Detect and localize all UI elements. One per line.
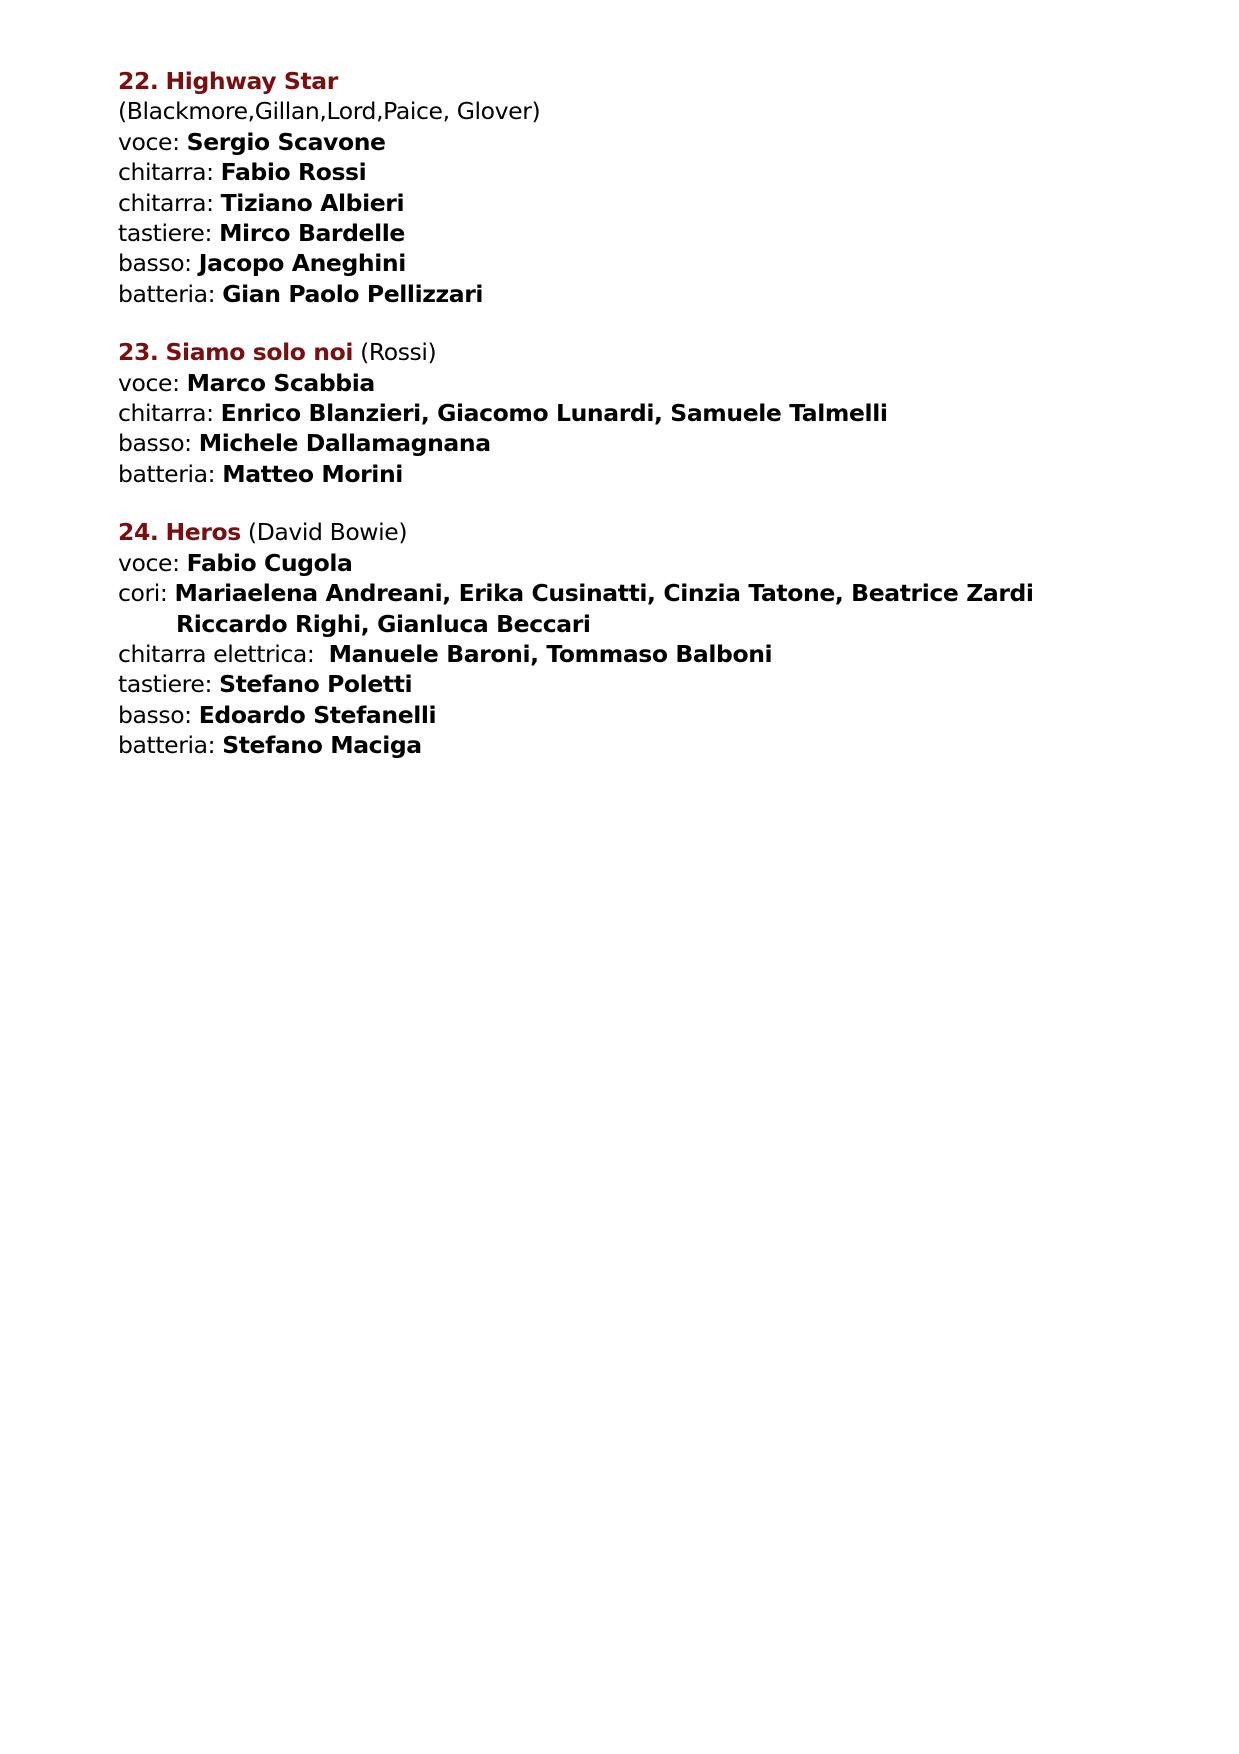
credit-role: basso:: [118, 700, 192, 729]
document-content: [118, 66, 1178, 789]
credit-role: basso:: [118, 249, 192, 278]
credit-role: voce:: [118, 368, 180, 397]
credit-names: Mirco Bardelle: [219, 219, 405, 248]
song-block: [118, 66, 1178, 309]
credit-role: chitarra:: [118, 399, 214, 428]
song-authors: (David Bowie): [247, 518, 408, 547]
credit-role: tastiere:: [118, 670, 212, 699]
credit-role: voce:: [118, 548, 180, 577]
credit-role: batteria:: [118, 279, 216, 308]
credit-names: Gian Paolo Pellizzari: [222, 279, 484, 308]
credit-line: [118, 459, 1178, 489]
credit-names: Riccardo Righi, Gianluca Beccari: [176, 609, 591, 638]
credit-line: [118, 639, 1178, 669]
song-block: [118, 337, 1178, 489]
song-number: 23.: [118, 338, 159, 367]
credit-names: Fabio Rossi: [220, 158, 367, 187]
credit-line: [118, 548, 1178, 578]
song-title-line: [118, 66, 1178, 96]
credit-line: [118, 127, 1178, 157]
credit-line: [118, 188, 1178, 218]
credit-role: tastiere:: [118, 219, 212, 248]
credit-line: [118, 248, 1178, 278]
credit-role: chitarra:: [118, 188, 214, 217]
song-title-line: [118, 337, 1178, 367]
credit-line: [118, 730, 1178, 760]
credit-names: Edoardo Stefanelli: [198, 700, 437, 729]
song-title: Heros: [165, 518, 241, 547]
credit-role: cori:: [118, 579, 168, 608]
song-authors: (Rossi): [360, 338, 437, 367]
credit-role: voce:: [118, 127, 180, 156]
credit-line: [118, 279, 1178, 309]
credit-line: [118, 368, 1178, 398]
credit-names: Stefano Poletti: [219, 670, 413, 699]
song-number: 22.: [118, 67, 159, 95]
credit-names: Manuele Baroni, Tommaso Balboni: [328, 639, 773, 668]
credit-names: Mariaelena Andreani, Erika Cusinatti, Cinzia Tatone, Beatrice Zardi: [174, 579, 1034, 608]
credit-line: [118, 669, 1178, 699]
credit-names: Fabio Cugola: [186, 548, 353, 577]
credit-line: [118, 218, 1178, 248]
credit-names: Tiziano Albieri: [220, 188, 405, 217]
song-number: 24.: [118, 518, 159, 547]
song-title: Siamo solo noi: [165, 338, 354, 367]
song-authors: (Blackmore,Gillan,Lord,Paice, Glover): [118, 97, 541, 126]
song-block: [118, 517, 1178, 760]
credit-names: Michele Dallamagnana: [198, 429, 491, 458]
credit-line: [118, 398, 1178, 428]
credit-names: Marco Scabbia: [186, 368, 375, 397]
credit-names: Sergio Scavone: [186, 127, 386, 156]
credit-role: basso:: [118, 429, 192, 458]
credit-role: chitarra:: [118, 158, 214, 187]
credit-role: batteria:: [118, 459, 216, 488]
credit-role: batteria:: [118, 731, 216, 760]
credit-line-continued: [118, 609, 1178, 639]
credit-line: [118, 157, 1178, 187]
credit-line: [118, 428, 1178, 458]
credit-names: Enrico Blanzieri, Giacomo Lunardi, Samuele Talmelli: [220, 399, 888, 428]
credit-names: Stefano Maciga: [222, 731, 422, 760]
credit-role: chitarra elettrica:: [118, 639, 315, 668]
song-title: Highway Star: [165, 67, 338, 95]
credit-names: Jacopo Aneghini: [198, 249, 406, 278]
credit-names: Matteo Morini: [222, 459, 403, 488]
song-title-line: [118, 517, 1178, 547]
credit-line: [118, 700, 1178, 730]
credit-line: [118, 578, 1178, 608]
